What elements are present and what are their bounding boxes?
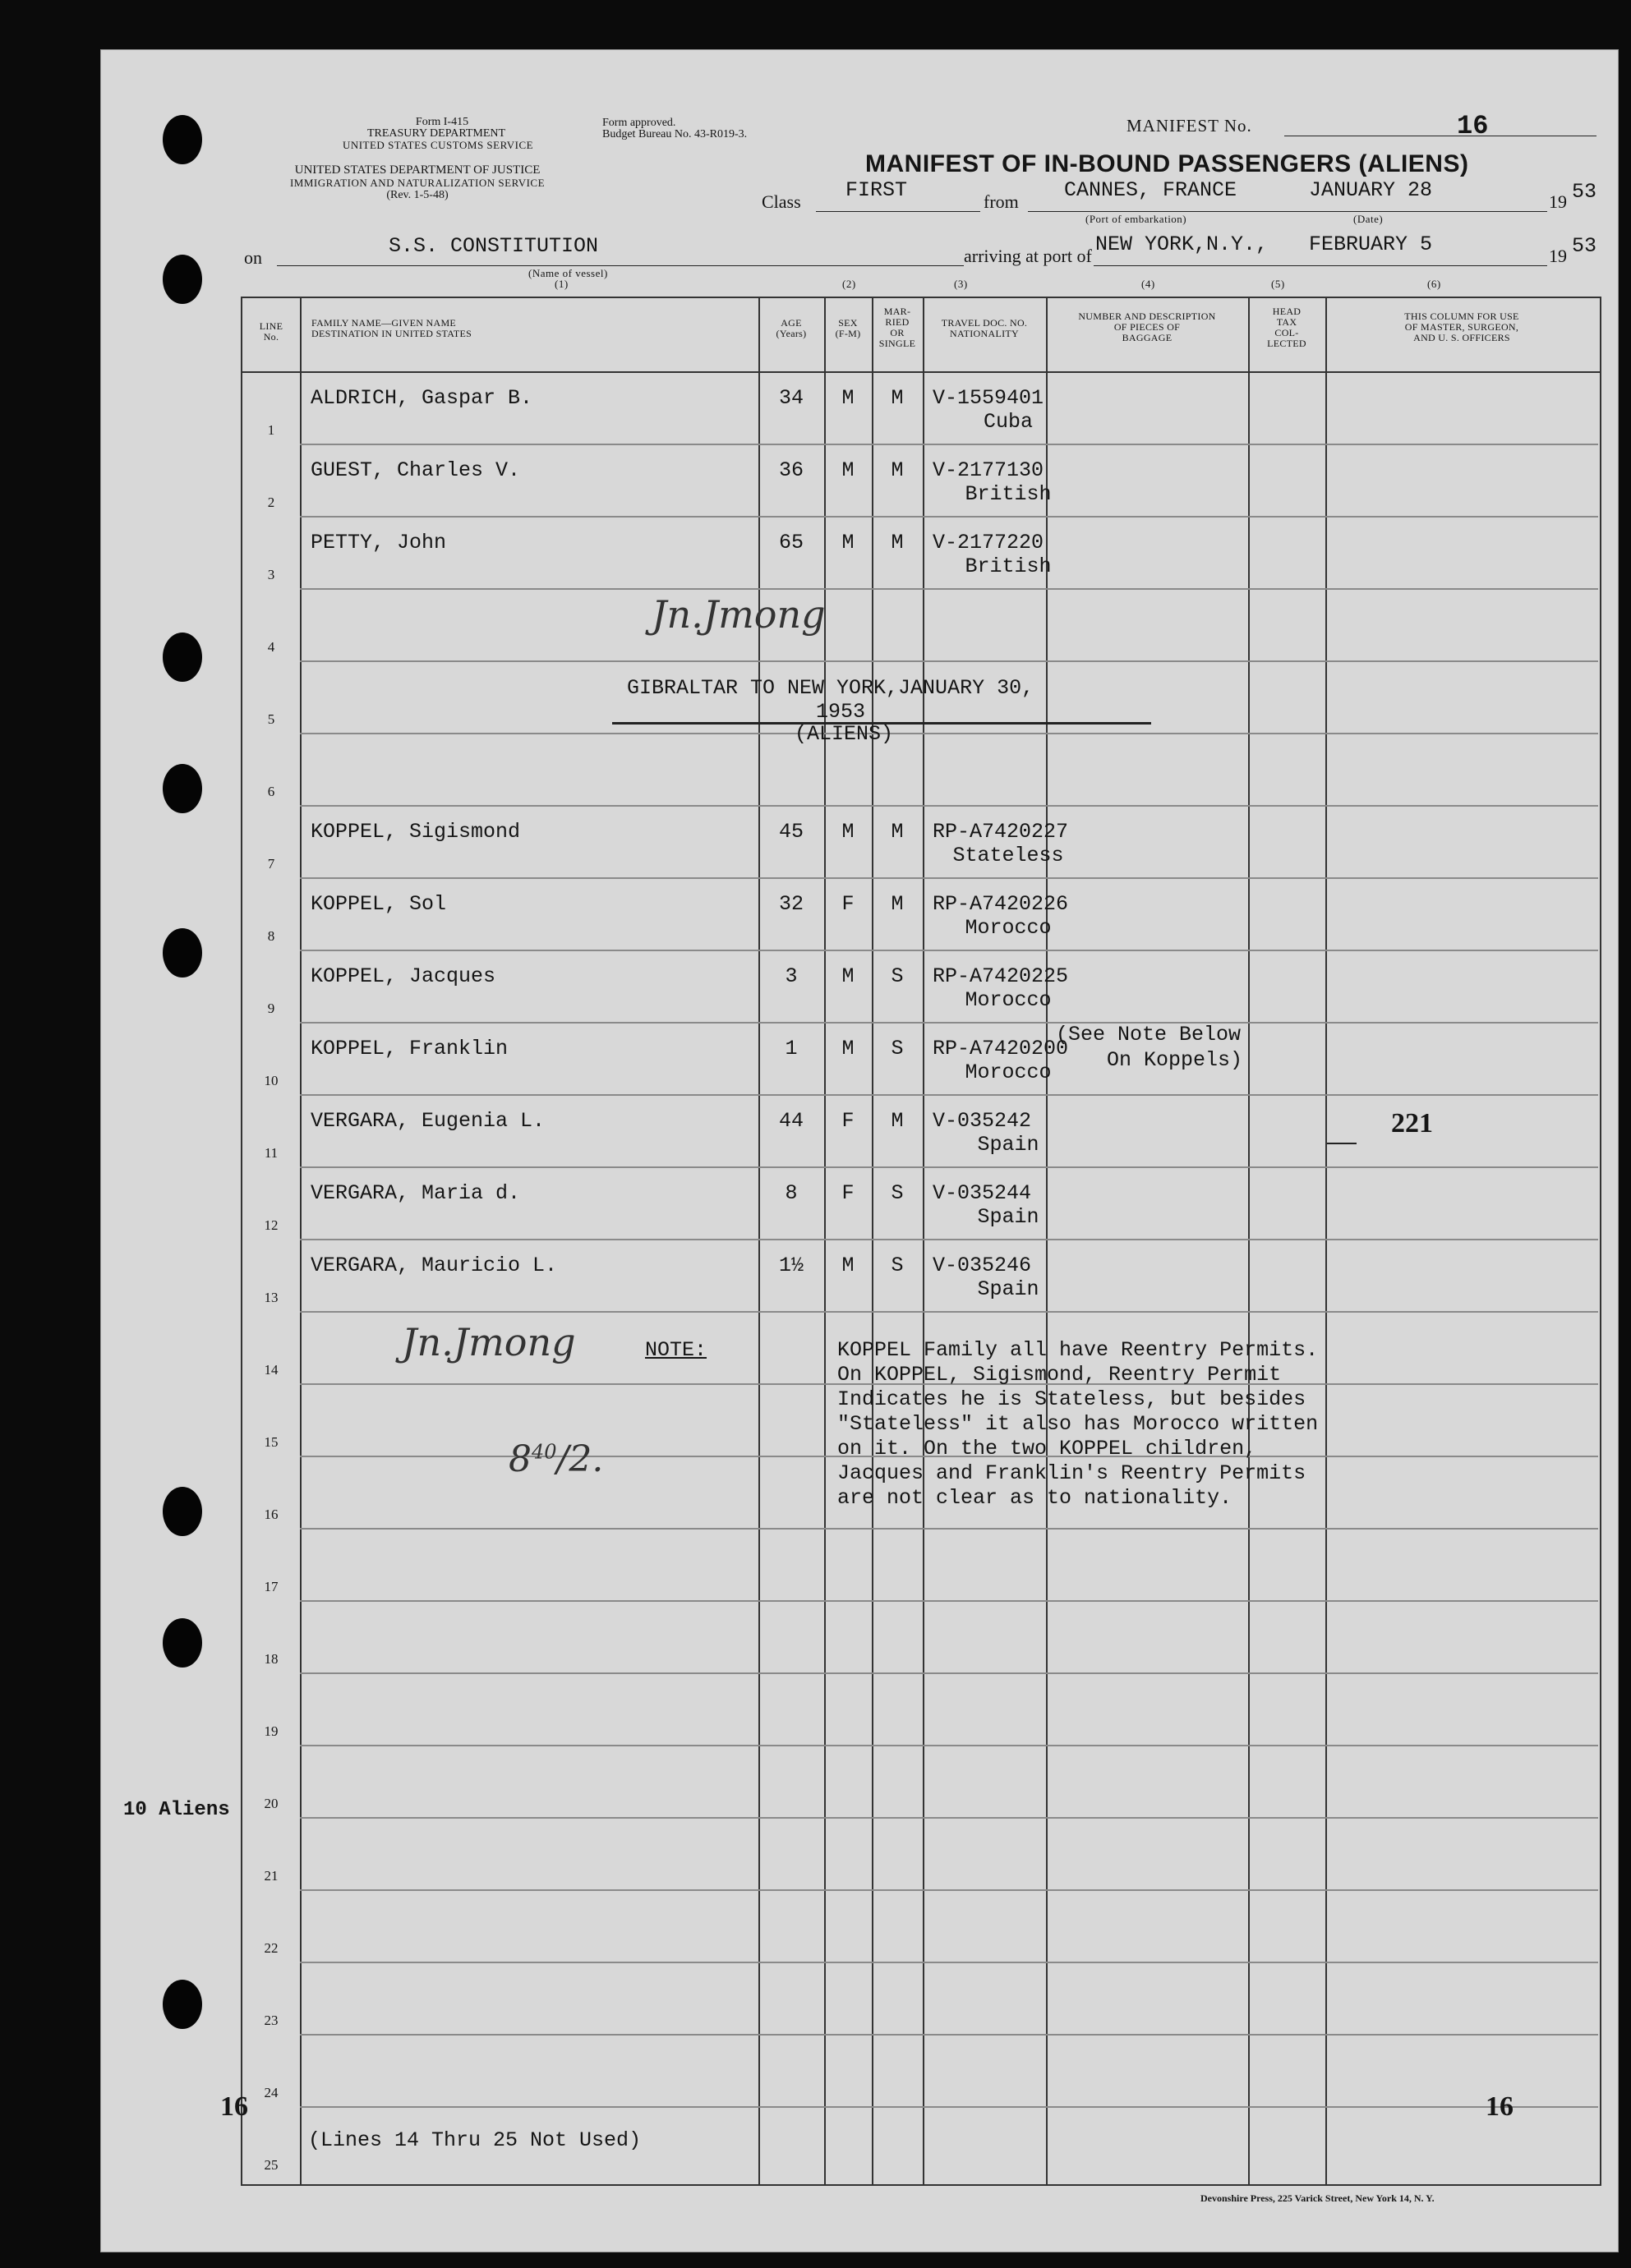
passenger-nationality: British (965, 554, 1052, 578)
passenger-nationality: Cuba (983, 410, 1034, 434)
passenger-sex: F (841, 892, 855, 916)
note-line: Jacques and Franklin's Reentry Permits (837, 1461, 1306, 1485)
passenger-sex: F (841, 1181, 855, 1205)
passenger-name: VERGARA, Mauricio L. (311, 1254, 558, 1277)
passenger-age: 8 (785, 1181, 798, 1205)
passenger-name: KOPPEL, Franklin (311, 1037, 509, 1060)
line-number: 16 (264, 1507, 279, 1522)
header-sex: SEX (F-M) (835, 317, 861, 339)
passenger-sex: M (841, 964, 855, 988)
line-number: 18 (264, 1651, 279, 1667)
passenger-age: 45 (778, 820, 804, 844)
passenger-age: 3 (785, 964, 798, 988)
row-divider (300, 1166, 1598, 1168)
line-number: 24 (264, 2085, 279, 2100)
arrival-year-prefix: 19 (1549, 246, 1567, 266)
passenger-doc: RP-A7420200 (933, 1037, 1069, 1060)
passenger-sex: M (841, 1254, 855, 1277)
passenger-married: M (891, 531, 904, 554)
row-divider (300, 1528, 1598, 1530)
row-divider (300, 1600, 1598, 1602)
justice-dept: UNITED STATES DEPARTMENT OF JUSTICE (294, 163, 541, 177)
passenger-age: 34 (778, 386, 804, 410)
row-divider (300, 2034, 1598, 2036)
passenger-name: VERGARA, Eugenia L. (311, 1109, 546, 1133)
departure-date: JANUARY 28 (1309, 178, 1433, 202)
from-port: CANNES, FRANCE (1064, 178, 1237, 202)
officer-number: 221 (1391, 1108, 1433, 1139)
binder-hole (163, 115, 202, 164)
passenger-sex: M (841, 820, 855, 844)
treasury-dept: TREASURY DEPARTMENT (366, 127, 506, 140)
passenger-married: S (891, 1254, 904, 1277)
header-travel-doc: TRAVEL DOC. NO. NATIONALITY (941, 317, 1028, 339)
passenger-married: S (891, 964, 904, 988)
passenger-nationality: British (965, 482, 1052, 506)
passenger-name: ALDRICH, Gaspar B. (311, 386, 533, 410)
header-line-no: LINE No. (259, 320, 283, 343)
on-label: on (244, 247, 262, 268)
passenger-age: 32 (778, 892, 804, 916)
vessel-caption: (Name of vessel) (528, 267, 608, 279)
arrival-date: FEBRUARY 5 (1309, 232, 1433, 256)
passenger-name: GUEST, Charles V. (311, 458, 521, 482)
passenger-doc: V-2177130 (933, 458, 1044, 482)
col-num-2: (2) (842, 278, 856, 290)
passenger-doc: V-035244 (933, 1181, 1032, 1205)
passenger-married: M (891, 386, 904, 410)
passenger-name: VERGARA, Maria d. (311, 1181, 521, 1205)
line-number: 19 (264, 1723, 279, 1739)
revision: (Rev. 1-5-48) (386, 189, 449, 201)
passenger-nationality: Spain (977, 1277, 1039, 1301)
line-number: 14 (264, 1362, 279, 1378)
line-number: 12 (264, 1217, 279, 1233)
passenger-sex: M (841, 386, 855, 410)
row-divider (300, 1022, 1598, 1024)
passenger-sex: F (841, 1109, 855, 1133)
passenger-doc: V-035242 (933, 1109, 1032, 1133)
class-value: FIRST (845, 178, 908, 202)
passenger-married: S (891, 1037, 904, 1060)
passenger-married: M (891, 1109, 904, 1133)
vessel-name: S.S. CONSTITUTION (389, 234, 599, 258)
header-age: AGE (Years) (776, 317, 807, 339)
header-name: FAMILY NAME—GIVEN NAME DESTINATION IN UNITED STATES (311, 317, 472, 339)
line-number: 7 (267, 856, 275, 872)
budget-bureau: Budget Bureau No. 43-R019-3. (602, 128, 748, 140)
baggage-note-2: On Koppels) (1107, 1048, 1243, 1072)
row-divider (300, 588, 1598, 590)
note-line: on it. On the two KOPPEL children, (837, 1437, 1257, 1461)
route-aliens: (ALIENS) (795, 722, 894, 746)
baggage-note-1: (See Note Below (1056, 1023, 1242, 1047)
line-number: 5 (267, 711, 275, 727)
col-num-5: (5) (1271, 278, 1285, 290)
row-divider (300, 1817, 1598, 1819)
passenger-nationality: Morocco (965, 916, 1052, 940)
manifest-table (241, 297, 1601, 2186)
binder-hole (163, 1487, 202, 1536)
line-number: 17 (264, 1579, 279, 1594)
lines-not-used: (Lines 14 Thru 25 Not Used) (308, 2128, 642, 2152)
row-divider (300, 805, 1598, 807)
passenger-age: 1 (785, 1037, 798, 1060)
passenger-sex: M (841, 1037, 855, 1060)
row-divider (300, 1889, 1598, 1891)
date-caption: (Date) (1353, 213, 1384, 225)
note-line: KOPPEL Family all have Reentry Permits. (837, 1338, 1319, 1362)
passenger-age: 44 (778, 1109, 804, 1133)
departure-year: 53 (1572, 180, 1597, 204)
note-label: NOTE: (645, 1338, 707, 1362)
port-embark-caption: (Port of embarkation) (1085, 213, 1187, 225)
passenger-doc: V-2177220 (933, 531, 1044, 554)
line-number: 1 (267, 422, 275, 438)
manifest-number: 16 (1457, 111, 1489, 141)
header-officers: THIS COLUMN FOR USE OF MASTER, SURGEON, AND U. S. OFFICERS (1404, 311, 1519, 343)
row-divider (300, 1745, 1598, 1746)
line-number: 20 (264, 1796, 279, 1811)
manifest-no-label: MANIFEST No. (1126, 116, 1252, 136)
line-number: 2 (267, 495, 275, 510)
handwritten-signature: Jn.Jmong (652, 592, 826, 637)
binder-hole (163, 764, 202, 813)
passenger-nationality: Morocco (965, 988, 1052, 1012)
col-num-3: (3) (954, 278, 968, 290)
from-label: from (984, 191, 1019, 212)
note-line: are not clear as to nationality. (837, 1486, 1232, 1510)
passenger-married: M (891, 458, 904, 482)
row-divider (300, 1094, 1598, 1096)
row-divider (300, 2106, 1598, 2108)
passenger-doc: RP-A7420227 (933, 820, 1069, 844)
passenger-age: 36 (778, 458, 804, 482)
bottom-right-number: 16 (1486, 2091, 1514, 2122)
line-number: 9 (267, 1001, 275, 1016)
row-divider (300, 1672, 1598, 1674)
note-line: On KOPPEL, Sigismond, Reentry Permit (837, 1363, 1282, 1387)
row-divider (300, 733, 1598, 734)
passenger-sex: M (841, 531, 855, 554)
row-divider (300, 660, 1598, 662)
arrival-port: NEW YORK,N.Y., (1095, 232, 1269, 256)
passenger-nationality: Spain (977, 1205, 1039, 1229)
passenger-name: KOPPEL, Sol (311, 892, 447, 916)
form-number: Form I-415 (415, 116, 469, 128)
passenger-nationality: Spain (977, 1133, 1039, 1157)
binder-hole (163, 1980, 202, 2029)
arriving-label: arriving at port of (964, 246, 1092, 266)
row-divider (300, 1311, 1598, 1313)
handwritten-signature-2: Jn.Jmong (402, 1320, 576, 1364)
passenger-name: KOPPEL, Sigismond (311, 820, 521, 844)
year-prefix: 19 (1549, 191, 1567, 212)
row-divider (300, 950, 1598, 951)
line-number: 13 (264, 1290, 279, 1305)
ins-label: IMMIGRATION AND NATURALIZATION SERVICE (289, 177, 546, 189)
passenger-married: M (891, 892, 904, 916)
line-number: 8 (267, 928, 275, 944)
header-married: MAR- RIED OR SINGLE (878, 306, 916, 349)
binder-hole (163, 633, 202, 682)
passenger-sex: M (841, 458, 855, 482)
route-line: GIBRALTAR TO NEW YORK,JANUARY 30, (627, 676, 1034, 700)
class-label: Class (762, 191, 801, 212)
line-number: 25 (264, 2157, 279, 2173)
line-number: 23 (264, 2013, 279, 2028)
passenger-nationality: Stateless (952, 844, 1064, 867)
line-number: 22 (264, 1940, 279, 1956)
col-num-4: (4) (1141, 278, 1155, 290)
line-number: 6 (267, 784, 275, 799)
handwritten-mark: $8^{40}/2$. (509, 1438, 604, 1480)
col-num-6: (6) (1427, 278, 1441, 290)
header-baggage: NUMBER AND DESCRIPTION OF PIECES OF BAGGAGE (1078, 311, 1216, 343)
row-divider (300, 877, 1598, 879)
binder-hole (163, 255, 202, 304)
col-num-1: (1) (555, 278, 569, 290)
manifest-title: MANIFEST OF IN-BOUND PASSENGERS (ALIENS) (865, 150, 1469, 177)
row-divider (300, 444, 1598, 445)
bottom-left-number: 16 (220, 2091, 248, 2122)
route-year: 1953 (816, 700, 866, 724)
row-divider (300, 516, 1598, 518)
passenger-married: S (891, 1181, 904, 1205)
form-approved: Form approved. (602, 117, 676, 129)
row-divider (300, 1239, 1598, 1240)
row-divider (300, 1962, 1598, 1963)
manifest-page (100, 49, 1619, 2252)
customs-service: UNITED STATES CUSTOMS SERVICE (342, 139, 534, 151)
passenger-doc: V-1559401 (933, 386, 1044, 410)
line-number: 3 (267, 567, 275, 582)
passenger-doc: RP-A7420226 (933, 892, 1069, 916)
binder-hole (163, 1618, 202, 1668)
passenger-age: 1½ (778, 1254, 804, 1277)
line-number: 10 (264, 1073, 279, 1088)
passenger-name: KOPPEL, Jacques (311, 964, 496, 988)
passenger-name: PETTY, John (311, 531, 447, 554)
line-number: 4 (267, 639, 275, 655)
line-number: 11 (264, 1145, 279, 1161)
passenger-doc: V-035246 (933, 1254, 1032, 1277)
passenger-doc: RP-A7420225 (933, 964, 1069, 988)
header-head-tax: HEAD TAX COL- LECTED (1267, 306, 1306, 349)
line-number: 21 (264, 1868, 279, 1884)
passenger-age: 65 (778, 531, 804, 554)
binder-hole (163, 928, 202, 978)
passenger-married: M (891, 820, 904, 844)
margin-aliens-count: 10 Aliens (123, 1799, 230, 1821)
printer-credit: Devonshire Press, 225 Varick Street, New York 14, N. Y. (1200, 2192, 1435, 2204)
line-number: 15 (264, 1434, 279, 1450)
passenger-nationality: Morocco (965, 1060, 1052, 1084)
note-line: "Stateless" it also has Morocco written (837, 1412, 1319, 1436)
arrival-year: 53 (1572, 234, 1597, 258)
note-line: Indicates he is Stateless, but besides (837, 1387, 1306, 1411)
